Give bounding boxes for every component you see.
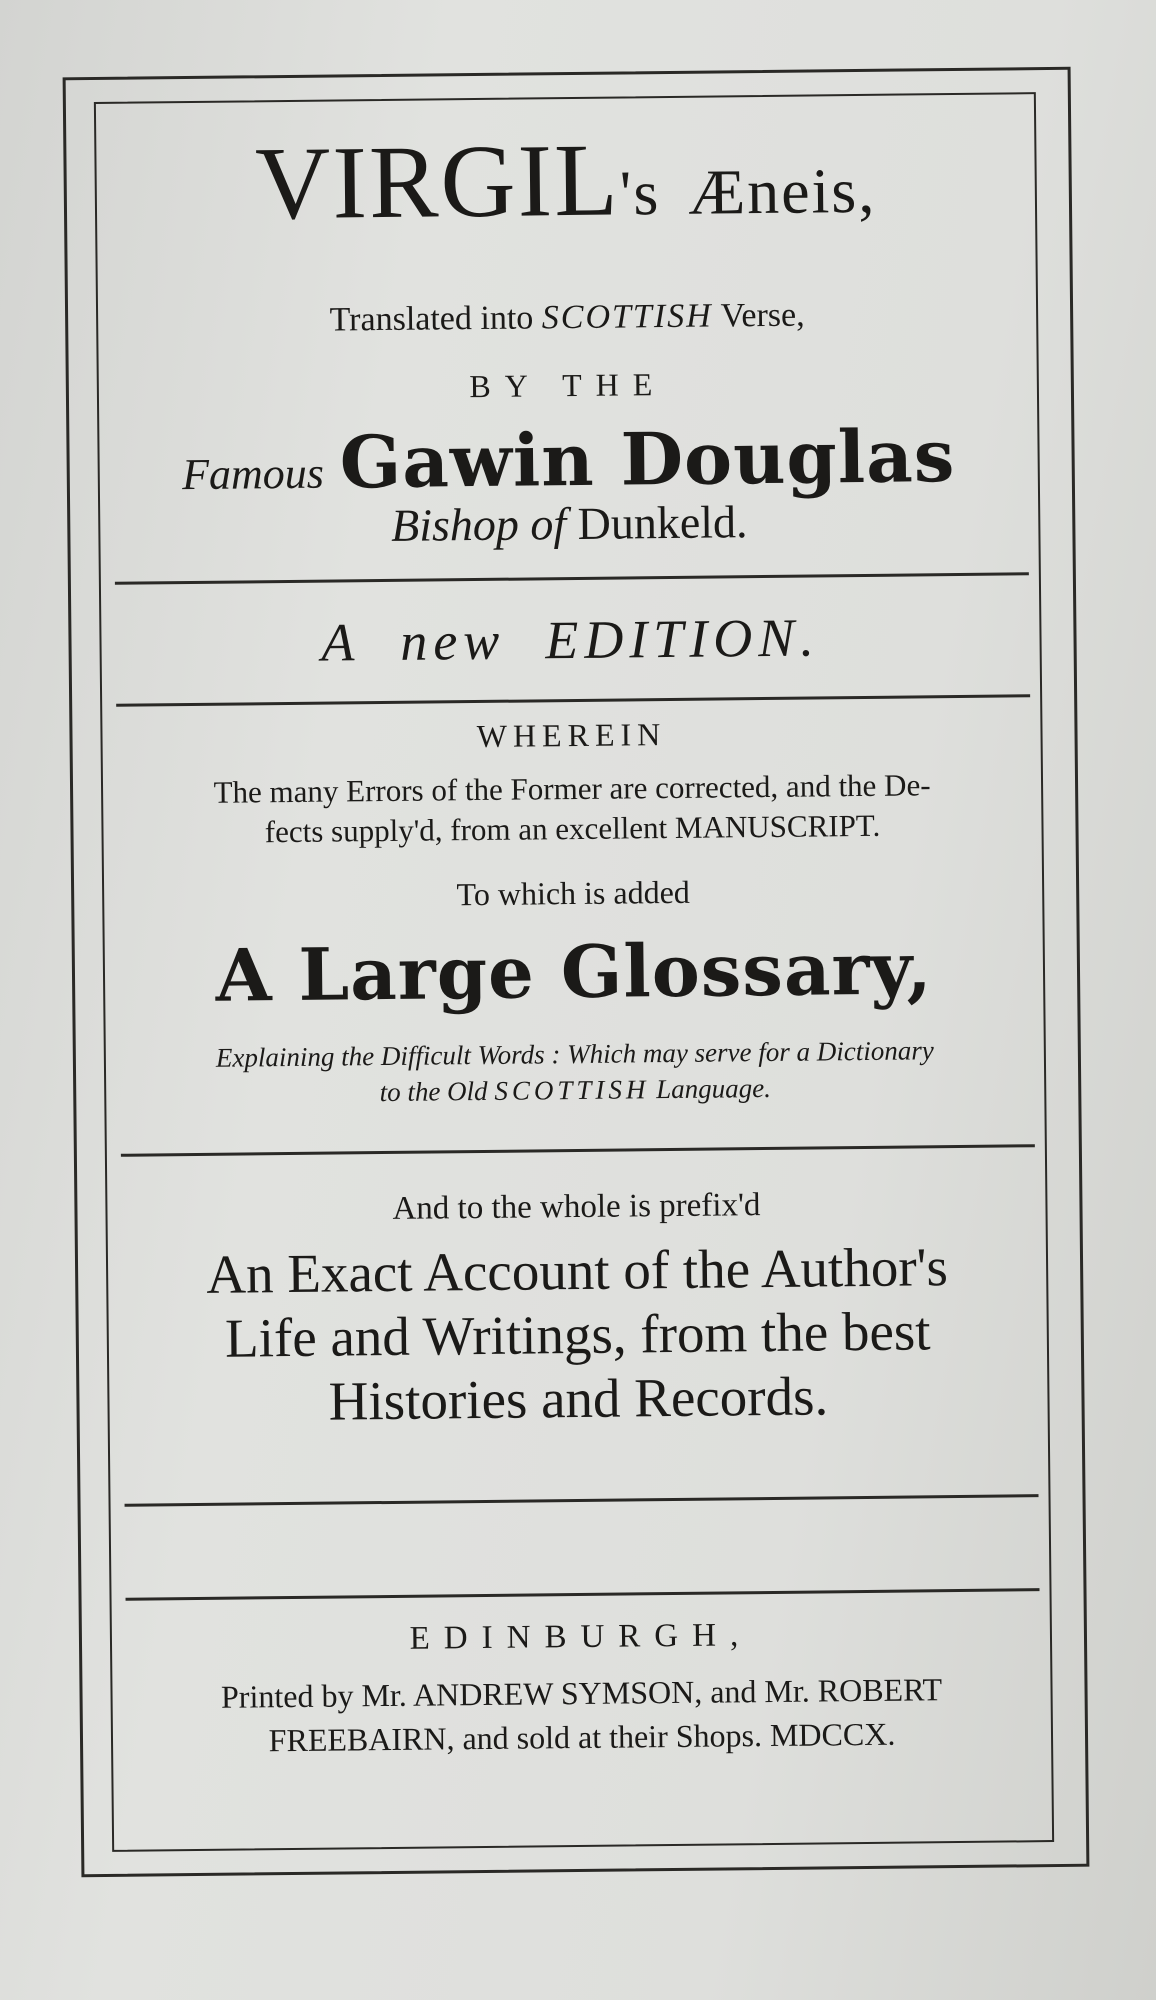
divider-rule [116,694,1030,707]
errors-line-2-text: fects supply'd, from an excellent [264,810,668,850]
inner-border [94,92,1054,1852]
title-page-content [96,94,1052,1850]
edition-line [101,604,1040,676]
account-line-3: Histories and Records. [328,1365,829,1432]
bishop-see: Dunkeld. [577,496,748,549]
divider-rule [115,572,1029,585]
divider-rule [126,1588,1040,1601]
errors-line-1: The many Errors of the Former are corrected, and the De- [213,767,931,810]
divider-rule [121,1144,1035,1157]
book-title [96,116,1035,245]
title-possessive: 's [619,157,661,229]
added-line: To which is added [456,873,690,913]
outer-border [63,67,1090,1877]
translated-suffix: Verse, [720,296,805,335]
imprint-city: EDINBURGH, [409,1617,753,1657]
title-virgil: VIRGIL [254,122,621,242]
explaining-scottish: SCOTTISH [494,1074,650,1106]
bishop-line [100,492,1039,555]
edition-a: A [320,612,361,673]
translated-prefix: Translated into [329,299,534,339]
account-line-2: Life and Writings, from the best [224,1300,931,1369]
by-the-line: BY THE [469,366,667,405]
imprint-line-2: FREEBAIRN, and sold at their Shops. MDCCX. [268,1715,896,1759]
account-line-1: An Exact Account of the Author's [206,1236,949,1305]
prefixed-line: And to the whole is prefix'd [392,1187,761,1227]
glossary-heading: A Large Glossary, [215,925,933,1018]
bishop-of: Bishop of [390,498,567,551]
explaining-to-the-old: to the Old [379,1075,488,1108]
edition-word: EDITION. [544,607,821,671]
errors-line-2 [103,806,1041,852]
title-aeneis: Æneis, [687,154,877,228]
author-name: Gawin Douglas [339,413,956,505]
divider-rule [125,1494,1039,1507]
wherein-heading: WHEREIN [476,716,667,755]
explaining-line-1: Explaining the Difficult Words : Which may serve for a Dictionary [215,1035,934,1073]
explaining-language: Language. [655,1072,772,1105]
edition-new: new [399,610,506,672]
imprint-line-1: Printed by Mr. ANDREW SYMSON, and Mr. ROBERT [220,1671,943,1715]
author-famous: Famous [181,448,325,500]
translated-line [98,294,1036,342]
manuscript-word: MANUSCRIPT. [674,807,881,845]
explaining-line-2 [106,1070,1044,1111]
translated-language: SCOTTISH [541,297,713,337]
